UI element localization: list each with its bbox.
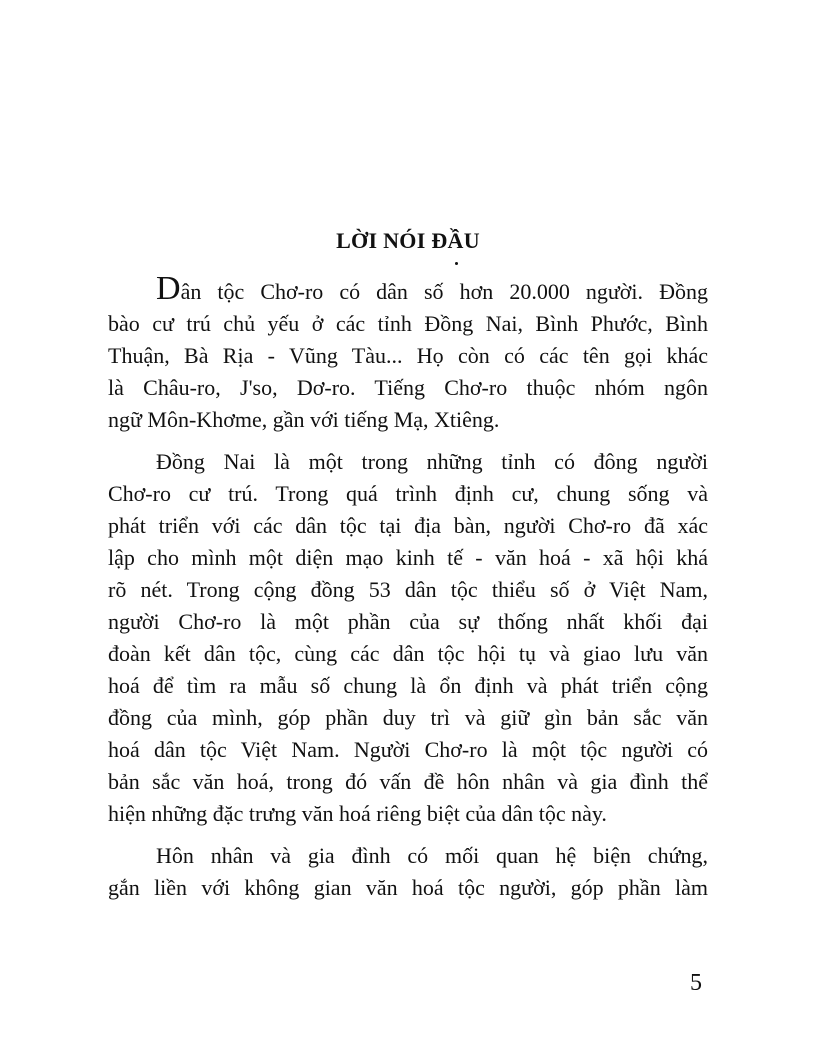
drop-cap: D: [156, 270, 181, 307]
text-line: Hôn nhân và gia đình có mối quan hệ biện chứng,: [156, 843, 708, 868]
text-line: bào cư trú chủ yếu ở các tỉnh Đồng Nai, Bình Phước, Bình: [108, 311, 708, 336]
text-line: Chơ-ro cư trú. Trong quá trình định cư, chung sống và: [108, 481, 708, 506]
decorative-dot: [455, 262, 458, 265]
text-line-content: ân tộc Chơ-ro có dân số hơn 20.000 người. Đồng: [180, 279, 708, 304]
chapter-title: LỜI NÓI ĐẦU: [336, 228, 480, 253]
text-line: [156, 270, 708, 308]
text-line: đoàn kết dân tộc, cùng các dân tộc hội tụ và giao lưu văn: [108, 641, 708, 666]
text-line: hoá để tìm ra mẫu số chung là ổn định và phát triển cộng: [108, 673, 708, 698]
text-line: ngữ Môn-Khơme, gần với tiếng Mạ, Xtiêng.: [108, 407, 500, 432]
text-line: Thuận, Bà Rịa - Vũng Tàu... Họ còn có các tên gọi khác: [108, 343, 708, 368]
text-line: bản sắc văn hoá, trong đó vấn đề hôn nhân và gia đình thể: [108, 769, 708, 794]
text-line: phát triển với các dân tộc tại địa bàn, người Chơ-ro đã xác: [108, 513, 708, 538]
text-line: hoá dân tộc Việt Nam. Người Chơ-ro là một tộc người có: [108, 737, 708, 762]
text-line: rõ nét. Trong cộng đồng 53 dân tộc thiểu số ở Việt Nam,: [108, 577, 708, 602]
page-number: 5: [690, 970, 702, 996]
text-line: Đồng Nai là một trong những tỉnh có đông người: [156, 449, 708, 474]
text-line: người Chơ-ro là một phần của sự thống nhất khối đại: [108, 609, 708, 634]
text-line: đồng của mình, góp phần duy trì và giữ gìn bản sắc văn: [108, 705, 708, 730]
text-line: lập cho mình một diện mạo kinh tế - văn hoá - xã hội khá: [108, 545, 708, 570]
text-line: hiện những đặc trưng văn hoá riêng biệt của dân tộc này.: [108, 801, 607, 826]
text-line: là Châu-ro, J'so, Dơ-ro. Tiếng Chơ-ro thuộc nhóm ngôn: [108, 375, 708, 400]
text-line: gắn liền với không gian văn hoá tộc người, góp phần làm: [108, 875, 708, 900]
